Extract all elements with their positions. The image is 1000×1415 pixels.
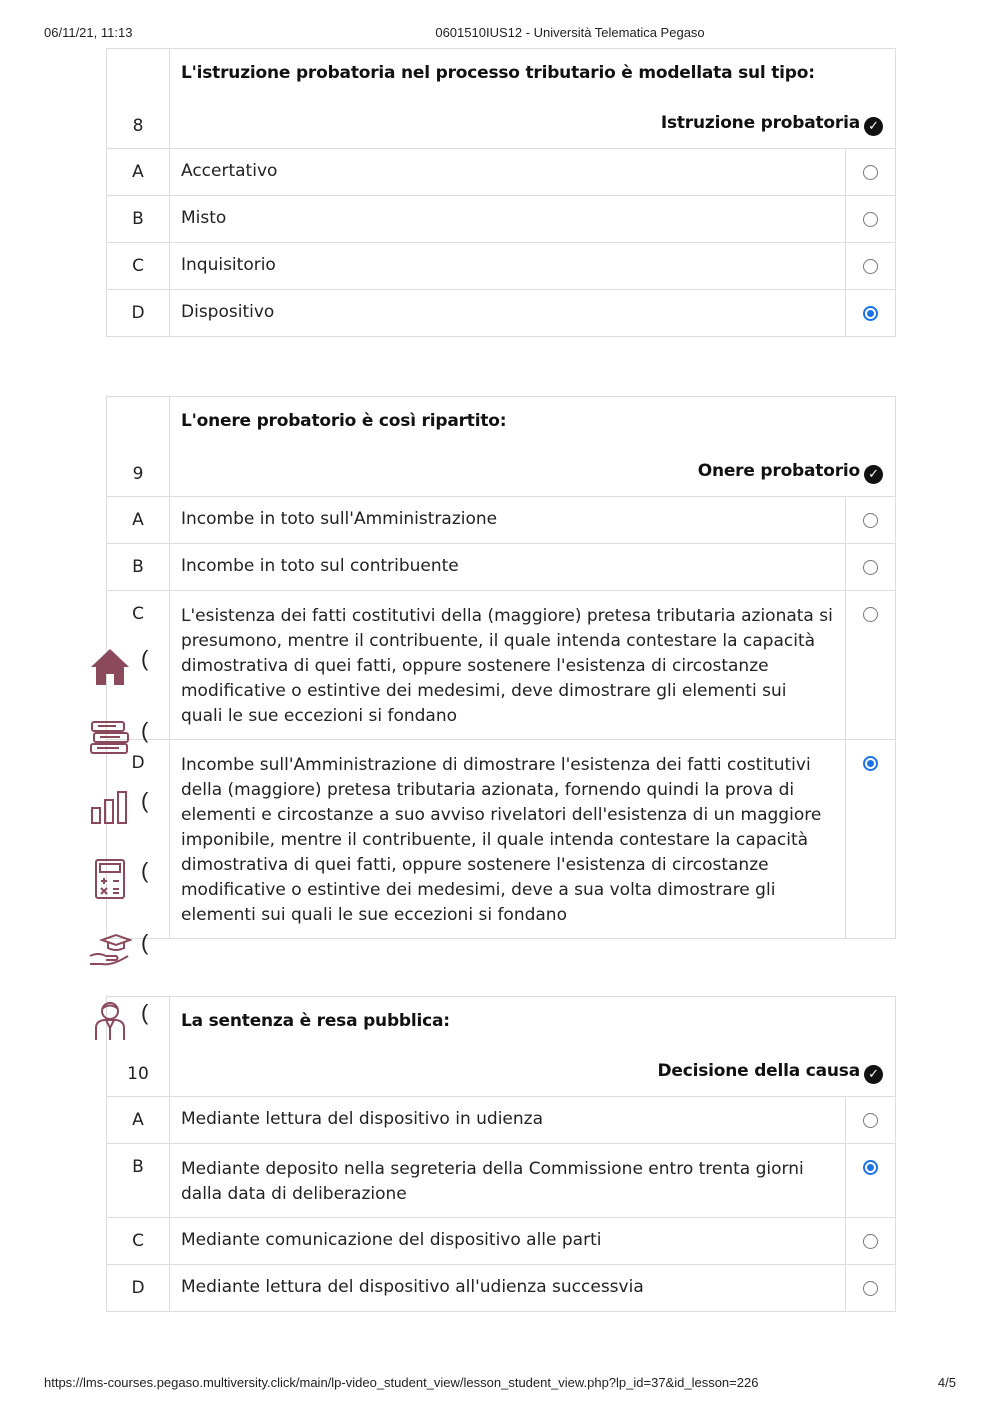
answer-radio[interactable] — [863, 259, 878, 274]
answer-radio[interactable] — [863, 1234, 878, 1249]
check-circle-icon: ✓ — [864, 1065, 883, 1084]
answer-text: Misto — [170, 196, 846, 243]
sidebar-item-books[interactable] — [88, 718, 158, 768]
answer-text: Incombe in toto sull'Amministrazione — [170, 497, 846, 544]
question-number: 9 — [107, 397, 170, 497]
answer-row[interactable] — [107, 290, 896, 337]
question-card-8 — [106, 48, 896, 337]
answer-row[interactable] — [107, 1097, 896, 1144]
print-datetime: 06/11/21, 11:13 — [44, 25, 133, 40]
answer-letter: C — [107, 243, 170, 290]
answer-radio[interactable] — [863, 212, 878, 227]
sidebar-item-label: ( — [141, 646, 149, 671]
books-icon — [88, 718, 132, 758]
sidebar-item-label: ( — [141, 1000, 149, 1025]
sidebar-item-label: ( — [141, 788, 149, 813]
print-footer — [0, 1375, 1000, 1395]
print-title: 0601510IUS12 - Università Telematica Pegaso — [435, 25, 705, 40]
answer-letter: A — [107, 1097, 170, 1144]
answer-row[interactable] — [107, 243, 896, 290]
sidebar-item-label: ( — [141, 858, 149, 883]
sidebar-item-stats[interactable] — [88, 788, 158, 838]
bar-chart-icon — [88, 788, 132, 828]
answer-text: Mediante deposito nella segreteria della Commissione entro trenta giorni dalla data di deliberazione — [170, 1144, 846, 1218]
answer-letter: B — [107, 1144, 170, 1218]
answer-row[interactable] — [107, 497, 896, 544]
answer-letter: B — [107, 196, 170, 243]
answer-row[interactable] — [107, 740, 896, 939]
answer-letter: D — [107, 740, 170, 939]
answer-text: Mediante lettura del dispositivo in udienza — [170, 1097, 846, 1144]
answer-radio[interactable] — [863, 1113, 878, 1128]
sidebar-item-professor[interactable] — [88, 1000, 158, 1050]
question-card-9 — [106, 396, 896, 939]
answer-radio-selected[interactable] — [863, 306, 878, 321]
graduation-hand-icon — [88, 930, 132, 970]
sidebar-item-home[interactable] — [88, 646, 158, 696]
answer-radio[interactable] — [863, 607, 878, 622]
answer-radio[interactable] — [863, 1281, 878, 1296]
answer-letter: A — [107, 497, 170, 544]
answer-radio[interactable] — [863, 513, 878, 528]
answer-text: Incombe in toto sul contribuente — [170, 544, 846, 591]
sidebar-item-graduation[interactable] — [88, 930, 158, 980]
answer-row[interactable] — [107, 196, 896, 243]
answer-text: Mediante lettura del dispositivo all'udienza successvia — [170, 1265, 846, 1312]
answer-radio[interactable] — [863, 560, 878, 575]
answer-radio[interactable] — [863, 165, 878, 180]
question-topic — [181, 111, 883, 136]
answer-letter: C — [107, 1218, 170, 1265]
question-text: La sentenza è resa pubblica: — [181, 1011, 450, 1031]
answer-letter: D — [107, 290, 170, 337]
question-topic — [181, 459, 883, 484]
professor-icon — [88, 1000, 132, 1042]
answer-letter: B — [107, 544, 170, 591]
question-card-10 — [106, 996, 896, 1312]
question-number: 10 — [107, 997, 170, 1097]
answer-row[interactable] — [107, 1218, 896, 1265]
answer-text: Dispositivo — [170, 290, 846, 337]
answer-row[interactable] — [107, 591, 896, 740]
answer-letter: D — [107, 1265, 170, 1312]
home-icon — [88, 646, 132, 688]
sidebar-item-calculator[interactable] — [88, 858, 158, 908]
answer-text: Inquisitorio — [170, 243, 846, 290]
calculator-icon — [88, 858, 132, 900]
check-circle-icon: ✓ — [864, 117, 883, 136]
question-topic — [181, 1059, 883, 1084]
topic-label: Istruzione probatoria — [660, 113, 860, 133]
sidebar-item-label: ( — [141, 718, 149, 743]
question-number: 8 — [107, 49, 170, 149]
answer-row[interactable] — [107, 544, 896, 591]
answer-radio-selected[interactable] — [863, 756, 878, 771]
print-url: https://lms-courses.pegaso.multiversity.click/main/lp-video_student_view/lesson_student_view.php?lp_id=37&id_lesson=226 — [44, 1375, 759, 1390]
answer-text: Mediante comunicazione del dispositivo alle parti — [170, 1218, 846, 1265]
answer-row[interactable] — [107, 1265, 896, 1312]
topic-label: Decisione della causa — [657, 1061, 860, 1081]
answer-letter: A — [107, 149, 170, 196]
answer-text: Incombe sull'Amministrazione di dimostrare l'esistenza dei fatti costitutivi della (maggiore) pretesa tributaria azionata, fornendo quindi la prova di elementi e circostanze a suo avviso rivelatori dell'esistenza di un maggiore imponibile, mentre il contribuente, il quale intenda contestare la capacità dimostrativa di quei fatti, oppure sostenere l'esistenza di circostanze modificative o estintive dei medesimi, deve a sua volta dimostrare gli elementi sui quali le sue eccezioni si fondano — [170, 740, 846, 939]
answer-letter: C — [107, 591, 170, 740]
answer-row[interactable] — [107, 149, 896, 196]
page-number: 4/5 — [937, 1375, 956, 1390]
topic-label: Onere probatorio — [697, 461, 860, 481]
answer-row[interactable] — [107, 1144, 896, 1218]
check-circle-icon: ✓ — [864, 465, 883, 484]
answer-radio-selected[interactable] — [863, 1160, 878, 1175]
sidebar-item-label: ( — [141, 930, 149, 955]
answer-text: L'esistenza dei fatti costitutivi della (maggiore) pretesa tributaria azionata si presumono, mentre il contribuente, il quale intenda contestare la capacità dimostrativa di quei fatti, oppure sostenere l'esistenza di circostanze modificative o estintive dei medesimi, deve dimostrare gli elementi sui quali le sue eccezioni si fondano — [170, 591, 846, 740]
answer-text: Accertativo — [170, 149, 846, 196]
question-text: L'istruzione probatoria nel processo tributario è modellata sul tipo: — [181, 63, 815, 83]
question-text: L'onere probatorio è così ripartito: — [181, 411, 507, 431]
